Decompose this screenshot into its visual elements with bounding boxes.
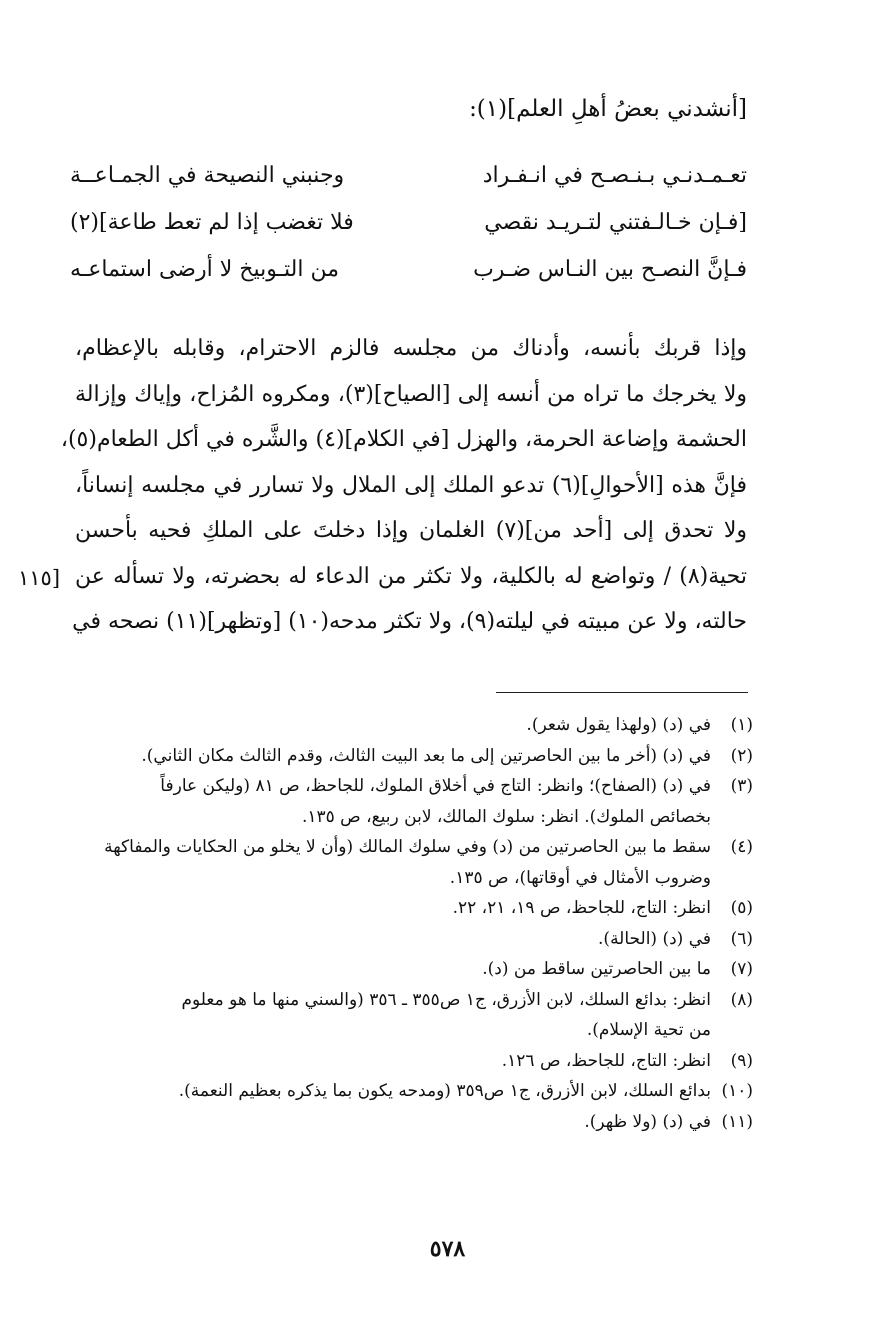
footnote-text (72, 893, 711, 924)
poem-verse (70, 246, 747, 293)
footnote-line: في (د) (ولهذا يقول شعر). (526, 715, 711, 735)
footnote-text (72, 954, 711, 985)
footnote (72, 924, 753, 955)
footnote-text (72, 924, 711, 955)
footnote-number: (٢) (730, 745, 753, 766)
page-number: ٥٧٨ (429, 1236, 466, 1262)
footnote (72, 741, 753, 772)
footnote-number: (١) (730, 715, 753, 735)
footnote (72, 832, 753, 893)
footnote-text (72, 1076, 711, 1107)
verse-second-hemistich: من التـوبيخ لا أرضى استماعـه (70, 257, 340, 282)
footnote-line: وضروب الأمثال في أوقاتها)، ص ١٣٥. (449, 867, 711, 888)
footnote-number: (٦) (730, 928, 753, 949)
footnote-text (72, 741, 711, 772)
manuscript-folio-marker: [١١٥ (18, 566, 61, 590)
verse-first-hemistich: فـإنَّ النصـح بين النـاس ضـرب (473, 257, 747, 282)
paragraph-line: تحية(٨) / وتواضع له بالكلية، ولا تكثر من الدعاء له بحضرته، ولا تسأله عن (75, 563, 747, 589)
footnote (72, 771, 753, 832)
footnote (72, 985, 753, 1046)
body-paragraph (60, 326, 747, 645)
verse-first-hemistich: تعـمـدنـي بـنـصـح في انـفـراد (482, 163, 747, 188)
footnote-line: بدائع السلك، لابن الأزرق، ج١ ص٣٥٩ (ومدحه يكون بما يذكره بعظيم النعمة). (178, 1081, 711, 1101)
footnote (72, 1076, 753, 1107)
footnote-line: انظر: بدائع السلك، لابن الأزرق، ج١ ص٣٥٥ ـ ٣٥٦ (والسني منها ما هو معلوم (181, 989, 711, 1010)
footnote-text (72, 1107, 711, 1138)
footnote-text (72, 1046, 711, 1077)
footnote-text (72, 710, 711, 741)
footnote-number: (٤) (730, 837, 753, 857)
footnote-line: ما بين الحاصرتين ساقط من (د). (482, 959, 711, 979)
verse-second-hemistich: وجنبني النصيحة في الجمـاعــة (70, 163, 345, 188)
footnote-number: (١١) (721, 1111, 753, 1132)
footnote-number: (٣) (730, 776, 753, 796)
footnote (72, 710, 753, 741)
footnote-text (72, 985, 711, 1046)
verse-second-hemistich: فلا تغضب إذا لم تعط طاعة](٢) (70, 210, 354, 235)
footnote-line: في (د) (أخر ما بين الحاصرتين إلى ما بعد البيت الثالث، وقدم الثالث مكان الثاني). (141, 745, 711, 766)
paragraph-line: الحشمة وإضاعة الحرمة، والهزل [في الكلام](٤) والشَّره في أكل الطعام(٥)، (60, 427, 747, 452)
footnote (72, 954, 753, 985)
paragraph-line: ولا تحدق إلى [أحد من](٧) الغلمان وإذا دخلتَ على الملكِ فحيه بأحسن (75, 518, 747, 543)
footnote-text (72, 832, 711, 893)
poem-verse (70, 152, 747, 199)
footnote-line: انظر: التاج، للجاحظ، ص ١٩، ٢١، ٢٢. (452, 898, 711, 918)
poem-verse (70, 199, 747, 246)
footnote-separator (496, 692, 748, 693)
paragraph-line: وإذا قربك بأنسه، وأدناك من مجلسه فالزم الاحترام، وقابله بالإعظام، (75, 336, 747, 361)
footnote (72, 1107, 753, 1138)
footnote-line: بخصائص الملوك). انظر: سلوك المالك، لابن ربيع، ص ١٣٥. (301, 806, 711, 827)
verse-first-hemistich: [فـإن خـالـفتني لتـريـد نقصي (484, 210, 747, 235)
footnote-number: (٧) (730, 959, 753, 979)
footnote-line: في (د) (الحالة). (598, 928, 711, 949)
footnote-number: (١٠) (721, 1081, 753, 1101)
footnote-line: سقط ما بين الحاصرتين من (د) وفي سلوك المالك (وأن لا يخلو من الحكايات والمفاكهة (104, 837, 711, 857)
footnote-text (72, 771, 711, 832)
paragraph-line: حالته، ولا عن مبيته في ليلته(٩)، ولا تكثر مدحه(١٠) [وتظهر](١١) نصحه في (72, 609, 747, 634)
paragraph-line: فإنَّ هذه [الأحوالِ](٦) تدعو الملك إلى الملال ولا تسارر في مجلسه إنساناً، (75, 472, 747, 498)
footnote (72, 1046, 753, 1077)
footnote-line: في (د) (ولا ظهر). (584, 1111, 711, 1132)
footnote-line: في (د) (الصفاح)؛ وانظر: التاج في أخلاق الملوك، للجاحظ، ص ٨١ (وليكن عارفاً (160, 776, 711, 796)
footnotes (72, 710, 753, 1137)
footnote-line: من تحية الإسلام). (586, 1020, 711, 1040)
footnote (72, 893, 753, 924)
paragraph-line: ولا يخرجك ما تراه من أنسه إلى [الصياح](٣)، ومكروه المُزاح، وإياك وإزالة (75, 381, 747, 407)
footnote-number: (٥) (730, 898, 753, 918)
poem-intro: [أنشدني بعضُ أهلِ العلم](١): (469, 96, 747, 122)
footnote-number: (٨) (730, 989, 753, 1010)
poem (70, 152, 747, 293)
footnote-number: (٩) (730, 1050, 753, 1071)
footnote-line: انظر: التاج، للجاحظ، ص ١٢٦. (501, 1050, 711, 1071)
